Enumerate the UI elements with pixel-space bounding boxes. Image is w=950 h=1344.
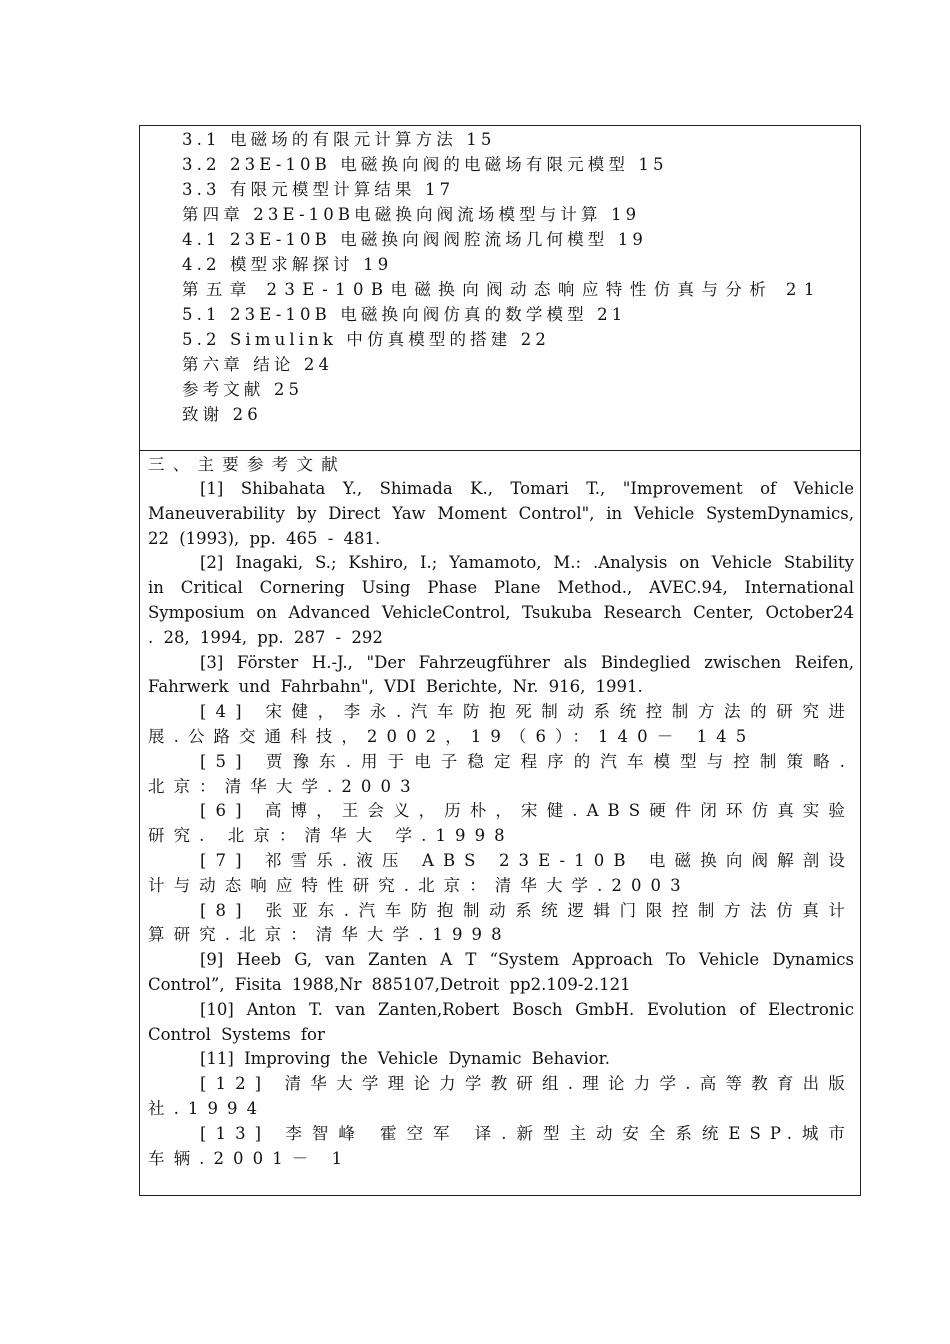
table-of-contents	[182, 127, 842, 427]
toc-entry-3-2: 3.2 23E-10B 电磁换向阀的电磁场有限元模型 15	[182, 155, 668, 174]
reference-item: [2] Inagaki, S.; Kshiro, I.; Yamamoto, M.: .Analysis on Vehicle Stability in Critical Cornering Using Phase Plane Method., AVEC.94, International Symposium on Advanced VehicleControl, Tsukuba Research Center, October24 . 28, 1994, pp. 287 - 292	[148, 553, 854, 647]
reference-item: [5] 贾豫东.用于电子稳定程序的汽车模型与控制策略.北京：清华大学.2003	[148, 751, 854, 796]
toc-entry-references: 参考文献 25	[182, 380, 304, 399]
reference-item: [10] Anton T. van Zanten,Robert Bosch GmbH. Evolution of Electronic Control Systems for	[148, 999, 854, 1044]
references-section	[148, 452, 854, 1171]
toc-entry-chapter-4: 第四章 23E-10B电磁换向阀流场模型与计算 19	[182, 205, 641, 224]
toc-entry-4-1: 4.1 23E-10B 电磁换向阀阀腔流场几何模型 19	[182, 230, 648, 249]
toc-entry-3-3: 3.3 有限元模型计算结果 17	[182, 180, 455, 199]
toc-entry-4-2: 4.2 模型求解探讨 19	[182, 255, 393, 274]
toc-entry-5-1: 5.1 23E-10B 电磁换向阀仿真的数学模型 21	[182, 305, 627, 324]
reference-item: [8] 张亚东.汽车防抱制动系统逻辑门限控制方法仿真计算研究.北京：清华大学.1998	[148, 900, 854, 945]
section-divider	[140, 450, 860, 451]
reference-item: [1] Shibahata Y., Shimada K., Tomari T., "Improvement of Vehicle Maneuverability by Direct Yaw Moment Control", in Vehicle SystemDynamics, 22 (1993), pp. 465 - 481.	[148, 479, 854, 548]
toc-entry-chapter-5: 第五章 23E-10B电磁换向阀动态响应特性仿真与分析 21	[182, 280, 822, 299]
references-heading: 三、主要参考文献	[148, 455, 346, 474]
reference-item: [7] 祁雪乐.液压 ABS 23E-10B 电磁换向阀解剖设计与动态响应特性研究.北京：清华大学.2003	[148, 850, 854, 895]
toc-entry-5-2: 5.2 Simulink 中仿真模型的搭建 22	[182, 330, 551, 349]
reference-item: [13] 李智峰 霍空军 译.新型主动安全系统ESP.城市车辆.2001－ 1	[148, 1123, 854, 1168]
toc-entry-acknowledgements: 致谢 26	[182, 405, 262, 424]
reference-item: [12] 清华大学理论力学教研组.理论力学.高等教育出版社.1994	[148, 1074, 854, 1118]
reference-item: [11] Improving the Vehicle Dynamic Behavior.	[200, 1049, 610, 1069]
reference-item: [4] 宋健，李永.汽车防抱死制动系统控制方法的研究进展.公路交通科技，2002，19（6）：140－ 145	[148, 702, 854, 746]
reference-item: [6] 高博，王会义，历朴，宋健.ABS硬件闭环仿真实验研究. 北京：清华大 学.1998	[148, 801, 854, 846]
document-table	[139, 125, 861, 1196]
reference-item: [3] Förster H.-J., "Der Fahrzeugführer als Bindeglied zwischen Reifen, Fahrwerk und Fahrbahn", VDI Berichte, Nr. 916, 1991.	[148, 652, 854, 697]
reference-item: [9] Heeb G, van Zanten A T “System Approach To Vehicle Dynamics Control”, Fisita 1988,Nr 885107,Detroit pp2.109-2.121	[148, 950, 854, 994]
toc-entry-chapter-6: 第六章 结论 24	[182, 355, 334, 374]
toc-entry-3-1: 3.1 电磁场的有限元计算方法 15	[182, 130, 496, 149]
